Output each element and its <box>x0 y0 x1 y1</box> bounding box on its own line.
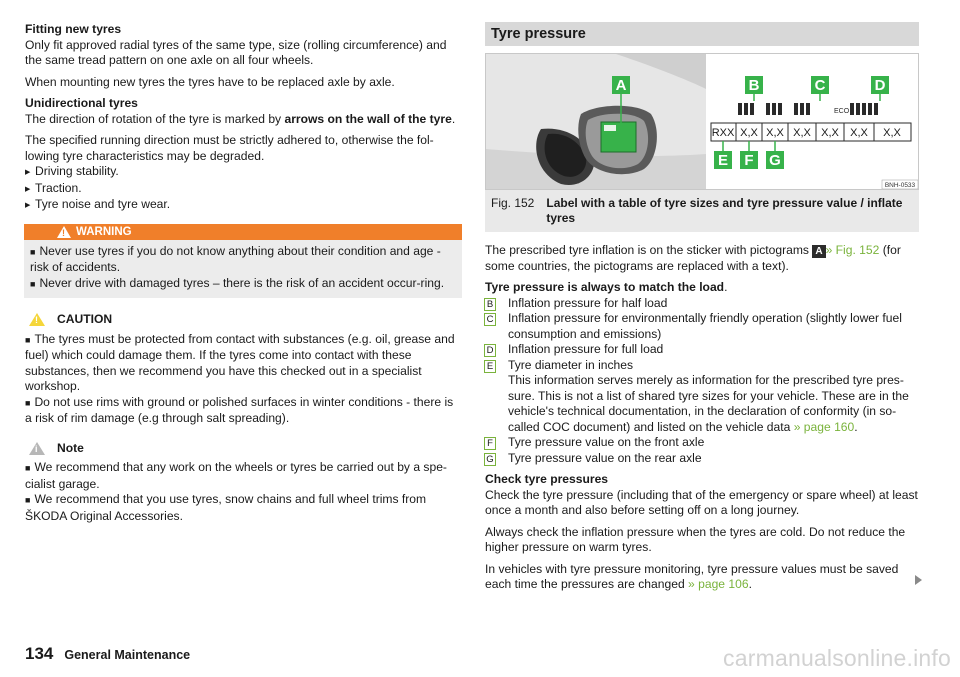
legend-item: C Inflation pressure for environmentally friendly operation (slightly lower fuel consumption and emissions) <box>485 311 919 342</box>
fig-link[interactable]: » Fig. 152 <box>825 243 880 257</box>
specified-text: The specified running direction must be strictly adhered to, otherwise the fol-lowing tyre characteristics may be degraded. <box>25 133 434 163</box>
note-item: ■ We recommend that you use tyres, snow chains and full wheel trims from ŠKODA Original Accessories. <box>25 492 463 524</box>
figure-caption-text: Label with a table of tyre sizes and tyre pressure value / inflate tyres <box>546 196 903 225</box>
check-title: Check tyre pressures <box>485 472 609 486</box>
unidir-text: The direction of rotation of the tyre is marked by arrows on the wall of the tyre. <box>25 111 456 126</box>
caution-header <box>25 312 463 328</box>
callout-c: C <box>814 77 826 94</box>
unidir-title: Unidirectional tyres <box>25 96 138 110</box>
warning-label: WARNING <box>76 225 132 238</box>
legend-key: G <box>484 453 496 466</box>
figure-label: Fig. 152 <box>491 196 535 210</box>
right-column <box>485 22 919 599</box>
caution-item: ■ The tyres must be protected from contact with substances (e.g. oil, grease and fuel) which could damage them. If the tyres come into contact with these substances, then we recommend you have this checked out in a specialist workshop. <box>25 332 463 395</box>
caution-label: CAUTION <box>57 312 113 326</box>
caution-icon: ! <box>29 313 45 326</box>
legend-key: E <box>484 360 496 373</box>
bullet-item: ▶ Tyre noise and tyre wear. <box>25 197 463 214</box>
bullet-item: ▶ Traction. <box>25 181 463 198</box>
chapter-name: General Maintenance <box>64 648 191 662</box>
page-footer <box>25 644 190 664</box>
table-cell: X,X <box>793 127 811 139</box>
note-header <box>25 441 463 457</box>
table-cell: X,X <box>821 127 839 139</box>
legend-key: B <box>484 298 496 311</box>
intro-paragraph: The prescribed tyre inflation is on the sticker with pictograms A » Fig. 152 (for some countries, the pictograms are replaced with a text). <box>485 243 901 273</box>
page-number: 134 <box>25 644 54 663</box>
table-cell: RXX <box>711 127 735 139</box>
ref-badge-a: A <box>812 245 825 258</box>
fitting-title: Fitting new tyres <box>25 22 122 36</box>
watermark: carmanualsonline.info <box>723 645 951 671</box>
warning-icon: ! <box>57 226 71 238</box>
tpm-paragraph: In vehicles with tyre pressure monitoring, tyre pressure values must be saved each time the pressures are changed » page 106. <box>485 561 899 591</box>
table-cell: X,X <box>850 127 868 139</box>
legend-item: D Inflation pressure for full load <box>485 342 919 358</box>
page-link-160[interactable]: » page 160 <box>793 419 855 434</box>
warning-header <box>24 224 462 240</box>
legend-key: C <box>484 313 496 326</box>
legend-item: E Tyre diameter in inches This information serves merely as information for the prescribed tyre pres-sure. This is not a list of shared tyre sizes for your vehicle. These are in the vehicle's technical documentation, in the declaration of conformity (in so-called COC document) and listed on the vehicle data » page 160. <box>485 358 919 436</box>
legend-key: D <box>484 344 496 357</box>
section-title: Tyre pressure <box>485 22 919 46</box>
legend-item: B Inflation pressure for half load <box>485 296 919 312</box>
note-item: ■ We recommend that any work on the wheels or tyres be carried out by a spe-cialist garage. <box>25 460 463 492</box>
legend-item: G Tyre pressure value on the rear axle <box>485 451 919 467</box>
note-label: Note <box>57 440 84 455</box>
unidir-bold: arrows on the wall of the tyre <box>284 111 452 126</box>
check-text: Check the tyre pressure (including that of the emergency or spare wheel) at least once a month and also before setting off on a long journey. <box>485 487 918 517</box>
bullet-item: ▶ Driving stability. <box>25 164 463 181</box>
figure-code: BNH-0533 <box>884 182 916 189</box>
page-link-106[interactable]: » page 106 <box>688 577 749 591</box>
cold-text: Always check the inflation pressure when the tyres are cold. Do not reduce the higher pressure on warm tyres. <box>485 524 906 554</box>
legend-key: F <box>484 437 496 450</box>
callout-a: A <box>615 77 627 94</box>
diameter-explanation: This information serves merely as information for the prescribed tyre pres-sure. This is not a list of shared tyre sizes for your vehicle. These are in the vehicle's technical documentation, in the declaration of conformity (in so-called COC document) and listed on the vehicle data » page 160. <box>508 373 909 434</box>
table-cell: X,X <box>740 127 758 139</box>
callout-f: F <box>744 152 754 169</box>
callout-g: G <box>769 152 781 169</box>
callout-e: E <box>717 152 729 169</box>
table-cell: X,X <box>766 127 784 139</box>
tyre-label-figure <box>485 53 919 190</box>
continue-arrow-icon <box>915 575 922 585</box>
figure-caption <box>485 190 919 232</box>
fitting-text: Only fit approved radial tyres of the same type, size (rolling circumference) and the same tread pattern on one axle on all four wheels. <box>25 37 447 67</box>
legend-item: F Tyre pressure value on the front axle <box>485 435 919 451</box>
note-icon: i <box>29 442 45 455</box>
warning-item: ■ Never use tyres if you do not know anything about their condition and age - risk of accidents. <box>30 244 456 276</box>
left-column <box>25 22 463 524</box>
callout-d: D <box>874 77 886 94</box>
load-heading: Tyre pressure is always to match the load. <box>485 280 728 294</box>
warning-box <box>24 224 462 299</box>
table-cell: X,X <box>883 127 901 139</box>
specified-block <box>25 133 463 214</box>
eco-label: ECO <box>834 108 850 115</box>
caution-item: ■ Do not use rims with ground or polished surfaces in winter conditions - there is a risk of rim damage (e.g through salt spreading). <box>25 395 463 427</box>
warning-item: ■ Never drive with damaged tyres – there is the risk of an accident occur-ring. <box>30 276 456 293</box>
mounting-text: When mounting new tyres the tyres have to be replaced axle by axle. <box>25 74 395 89</box>
tyre-label-illustration <box>486 54 919 190</box>
callout-b: B <box>748 77 760 94</box>
